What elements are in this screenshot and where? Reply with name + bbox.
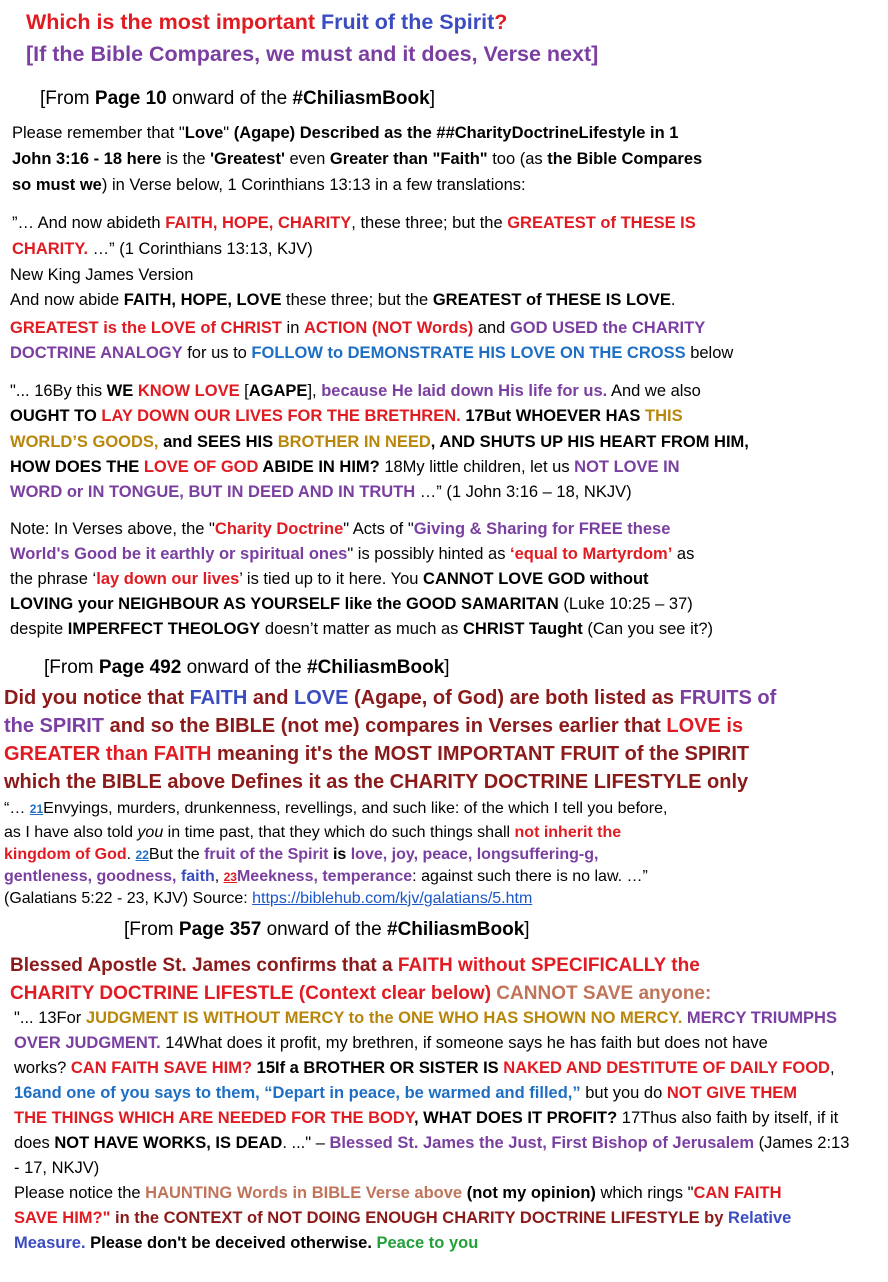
text-span: THE THINGS WHICH ARE NEEDED FOR THE BODY — [14, 1109, 414, 1127]
text-span: doesn’t matter as much as — [260, 620, 463, 638]
heading-highlight: Fruit of the Spirit — [321, 10, 495, 34]
text-span: does — [14, 1134, 55, 1152]
text-span: Meekness, temperance — [236, 868, 413, 885]
text-span: in time past, that they which do such things shall — [163, 824, 515, 841]
text-span: the SPIRIT — [4, 715, 105, 737]
text-span: gentleness, goodness, — [4, 868, 181, 885]
heading-text: Which is the most important — [26, 10, 322, 34]
p5-line-1 — [10, 520, 670, 539]
text-span: GREATEST of THESE IS — [507, 214, 696, 232]
ref-page: Page 10 — [94, 88, 167, 109]
text-span: ACTION (NOT Words) — [303, 319, 474, 337]
text-span: And we also — [607, 382, 701, 400]
text-span: and so the BIBLE (not me) compares in Verses earlier that — [104, 715, 667, 737]
text-span: GREATEST is the LOVE of CHRIST — [10, 319, 282, 337]
text-span: And now abide — [10, 291, 124, 309]
verse-number: 22 — [135, 848, 149, 862]
text-span: , — [214, 868, 224, 885]
p6-line-4: which the BIBLE above Defines it as the CHARITY DOCTRINE LIFESTYLE only — [4, 771, 749, 793]
p7-line-4 — [4, 868, 648, 886]
text-span: 18My little children, let us — [379, 458, 575, 476]
p9-line-4 — [14, 1084, 797, 1103]
text-span: below — [685, 344, 734, 362]
text-span: NOT HAVE WORKS, IS DEAD — [54, 1134, 283, 1152]
p3-line-1 — [10, 319, 705, 338]
text-span: these three; but the — [281, 291, 433, 309]
text-span: , — [829, 1059, 835, 1077]
text-span: LOVE OF GOD — [143, 458, 259, 476]
text-span: (Galatians 5:22 - 23, KJV) Source: — [4, 890, 253, 907]
text-span: CAN FAITH — [693, 1184, 782, 1202]
text-span: fruit of the Spirit — [204, 846, 329, 863]
text-span: Charity Doctrine — [214, 520, 344, 538]
text-span: Please don't be deceived otherwise. — [85, 1234, 372, 1252]
p6-line-2 — [4, 715, 743, 738]
text-span: 'Greatest' — [210, 150, 285, 168]
ref-hashtag: #ChiliasmBook — [292, 88, 430, 109]
p1-line-3 — [12, 176, 526, 195]
text-span: ’ is tied up to it here. You — [239, 570, 424, 588]
text-span: DOCTRINE ANALOGY — [10, 344, 183, 362]
text-span: GOD USED the CHARITY — [509, 319, 706, 337]
text-span: Giving & Sharing for FREE these — [413, 520, 671, 538]
text-span: (Luke 10:25 – 37) — [558, 595, 693, 613]
text-span: "... 13For — [14, 1009, 86, 1027]
text-span: ABIDE IN HIM? — [258, 458, 380, 476]
text-span: LAY DOWN OUR LIVES FOR THE BRETHREN. — [101, 407, 461, 425]
p4-line-4 — [10, 458, 680, 477]
heading-line-2: [If the Bible Compares, we must and it does, Verse next] — [26, 42, 599, 66]
text-span: “… — [4, 800, 30, 817]
p9-line-7: - 17, NKJV) — [14, 1159, 100, 1177]
text-span: WORLD’S GOODS, — [10, 433, 159, 451]
ref-hashtag: #ChiliasmBook — [307, 657, 445, 678]
text-span: in the CONTEXT of — [110, 1209, 268, 1227]
text-span: , AND SHUTS UP HIS HEART FROM HIM, — [430, 433, 749, 451]
text-span: ‘equal to Martyrdom’ — [510, 545, 673, 563]
text-span: But the — [148, 846, 205, 863]
text-span: , WHAT DOES IT PROFIT? — [414, 1109, 618, 1127]
text-span: faith — [180, 868, 215, 885]
text-span: JUDGMENT IS WITHOUT MERCY to the ONE WHO HAS SHOWN NO MERCY. — [85, 1009, 683, 1027]
text-span: NOT LOVE IN — [574, 458, 680, 476]
ref-text: ] — [524, 919, 530, 940]
text-span: CHRIST Taught — [463, 620, 583, 638]
text-span: not inherit the — [514, 824, 622, 841]
text-span: BROTHER IN NEED — [277, 433, 431, 451]
text-span: in — [281, 319, 304, 337]
text-span: WORD or IN TONGUE, BUT IN DEED AND IN TRUTH — [10, 483, 416, 501]
heading-line-1 — [26, 10, 507, 35]
text-span: HAUNTING Words in BIBLE Verse above — [145, 1184, 463, 1202]
text-span: even — [284, 150, 330, 168]
text-span: Blessed St. James the Just, First Bishop of Jerusalem — [329, 1134, 755, 1152]
p7-line-1 — [4, 800, 667, 818]
text-span: too (as — [487, 150, 548, 168]
ref-text: [From — [124, 919, 179, 940]
text-span: and — [473, 319, 510, 337]
p2-line-4 — [10, 291, 675, 310]
p6-line-1 — [4, 687, 776, 710]
text-span: CHARITY DOCTRINE LIFESTLE (Context clear below) — [10, 983, 492, 1004]
p7-line-3 — [4, 846, 598, 864]
text-span: FAITH without SPECIFICALLY the — [397, 955, 700, 976]
p3-line-2 — [10, 344, 733, 363]
text-span: despite — [10, 620, 68, 638]
text-span: SAVE HIM?" — [14, 1209, 111, 1227]
text-span: (Can you see it?) — [582, 620, 713, 638]
text-span: is — [328, 846, 351, 863]
text-span: IMPERFECT THEOLOGY — [67, 620, 261, 638]
heading-text: ? — [494, 10, 508, 34]
text-span: love, joy, peace, longsuffering-g, — [350, 846, 599, 863]
text-span: by — [699, 1209, 729, 1227]
p9-line-10 — [14, 1234, 478, 1253]
text-span: NOT DOING ENOUGH CHARITY DOCTRINE LIFESTYLE — [267, 1209, 700, 1227]
ref-page: Page 357 — [178, 919, 262, 940]
ref-text: onward of the — [261, 919, 387, 940]
text-span: CHARITY. — [12, 240, 89, 258]
text-span: OVER JUDGMENT. — [14, 1034, 161, 1052]
text-span: , these three; but the — [351, 214, 508, 232]
text-span: you — [137, 824, 164, 841]
p6-line-3 — [4, 743, 749, 766]
text-span: Measure. — [14, 1234, 86, 1252]
text-span: as — [672, 545, 695, 563]
p9-line-5 — [14, 1109, 838, 1128]
text-span: as I have also told — [4, 824, 138, 841]
text-span: . ..." – — [282, 1134, 330, 1152]
text-span: KNOW LOVE — [137, 382, 240, 400]
text-span: which rings " — [595, 1184, 694, 1202]
p1-line-1 — [12, 124, 678, 143]
text-span: …” (1 John 3:16 – 18, NKJV) — [415, 483, 632, 501]
reference-line-3 — [124, 919, 530, 941]
text-span: so must we — [12, 176, 102, 194]
text-span: Relative — [728, 1209, 792, 1227]
p9-line-9 — [14, 1209, 791, 1228]
text-span: the phrase ‘ — [10, 570, 97, 588]
text-span: (Agape) Described as the ##CharityDoctrineLifestyle in 1 — [233, 124, 679, 142]
text-span: for us to — [182, 344, 252, 362]
verse-number: 23 — [223, 870, 237, 884]
ref-text: [From — [40, 88, 95, 109]
text-span: MERCY TRIUMPHS — [682, 1009, 837, 1027]
p8-line-1 — [10, 955, 700, 977]
p7-line-2 — [4, 824, 621, 842]
p9-line-2 — [14, 1034, 768, 1053]
text-span: NOT GIVE THEM — [666, 1084, 798, 1102]
text-span: . — [126, 846, 136, 863]
text-span: because He laid down His life for us. — [321, 382, 608, 400]
text-span: CANNOT SAVE anyone: — [491, 983, 712, 1004]
text-span: HOW DOES THE — [10, 458, 144, 476]
source-link[interactable]: https://biblehub.com/kjv/galatians/5.htm — [252, 890, 533, 907]
text-span: is the — [161, 150, 211, 168]
text-span: ) in Verse below, 1 Corinthians 13:13 in a few translations: — [101, 176, 526, 194]
text-span: FAITH — [189, 687, 248, 709]
text-span: FRUITS of — [679, 687, 777, 709]
text-span: Peace to you — [371, 1234, 479, 1252]
text-span: the Bible Compares — [547, 150, 703, 168]
text-span: lay down our lives — [96, 570, 240, 588]
p5-line-4 — [10, 595, 693, 614]
text-span: CANNOT LOVE GOD without — [423, 570, 649, 588]
p4-line-1 — [10, 382, 701, 401]
p2-line-2 — [12, 240, 313, 259]
text-span: : against such there is no law. …” — [412, 868, 648, 885]
p9-line-6 — [14, 1134, 849, 1153]
ref-page: Page 492 — [98, 657, 182, 678]
p9-line-1 — [14, 1009, 837, 1028]
text-span: Note: In Verses above, the " — [10, 520, 215, 538]
text-span: Blessed Apostle St. James confirms that a — [10, 955, 398, 976]
text-span: NAKED AND DESTITUTE OF DAILY FOOD — [503, 1059, 830, 1077]
p5-line-2 — [10, 545, 694, 564]
text-span: LOVE is — [666, 715, 744, 737]
text-span: Love — [184, 124, 224, 142]
text-span: " is possibly hinted as — [347, 545, 511, 563]
text-span: GREATEST of THESE IS LOVE — [432, 291, 671, 309]
text-span: (James 2:13 — [754, 1134, 850, 1152]
p4-line-2 — [10, 407, 683, 426]
text-span: 14What does it profit, my brethren, if someone says he has faith but does not have — [160, 1034, 768, 1052]
text-span: FOLLOW to DEMONSTRATE HIS LOVE ON THE CROSS — [251, 344, 686, 362]
reference-line-1 — [40, 88, 435, 110]
verse-number: 21 — [29, 802, 44, 816]
text-span: [ — [239, 382, 249, 400]
text-span: " — [223, 124, 234, 142]
text-span: World's Good be it earthly or spiritual ones — [10, 545, 348, 563]
text-span: ”… And now abideth — [12, 214, 166, 232]
text-span: (Agape, of God) are both listed as — [348, 687, 680, 709]
text-span: FAITH, HOPE, CHARITY — [165, 214, 352, 232]
p4-line-3 — [10, 433, 749, 452]
text-span: " Acts of " — [343, 520, 414, 538]
ref-text: onward of the — [166, 88, 293, 109]
text-span: Did you notice that — [4, 687, 190, 709]
ref-text: onward of the — [181, 657, 307, 678]
p7-line-5 — [4, 890, 532, 908]
text-span: and — [247, 687, 295, 709]
ref-text: [From — [44, 657, 99, 678]
ref-hashtag: #ChiliasmBook — [387, 919, 525, 940]
text-span: ], — [307, 382, 322, 400]
p8-line-2 — [10, 983, 711, 1005]
p5-line-5 — [10, 620, 713, 639]
text-span: and SEES HIS — [158, 433, 278, 451]
text-span: kingdom of God — [4, 846, 127, 863]
text-span: WE — [106, 382, 138, 400]
p9-line-8 — [14, 1184, 781, 1203]
text-span: AGAPE — [248, 382, 308, 400]
text-span: 16and one of you says to them, “Depart in peace, be warmed and filled,” — [14, 1084, 581, 1102]
text-span: GREATER than FAITH — [4, 743, 212, 765]
text-span: LOVE — [294, 687, 349, 709]
text-span: 15If a BROTHER OR SISTER IS — [252, 1059, 504, 1077]
text-span: John 3:16 - 18 here — [12, 150, 162, 168]
text-span: Please notice the — [14, 1184, 146, 1202]
p2-line-3: New King James Version — [10, 266, 194, 284]
text-span: CAN FAITH SAVE HIM? — [70, 1059, 253, 1077]
p9-line-3 — [14, 1059, 835, 1078]
text-span: works? — [14, 1059, 71, 1077]
text-span: …” (1 Corinthians 13:13, KJV) — [88, 240, 313, 258]
text-span: 17Thus also faith by itself, if it — [617, 1109, 839, 1127]
p5-line-3 — [10, 570, 649, 589]
text-span: Please remember that " — [12, 124, 185, 142]
text-span: 17But WHOEVER HAS — [460, 407, 646, 425]
p4-line-5 — [10, 483, 632, 502]
p2-line-1 — [12, 214, 696, 233]
text-span: . — [670, 291, 676, 309]
p1-line-2 — [12, 150, 702, 169]
text-span: (not my opinion) — [462, 1184, 596, 1202]
text-span: THIS — [645, 407, 683, 425]
text-span: Greater than "Faith" — [329, 150, 488, 168]
ref-text: ] — [444, 657, 450, 678]
text-span: Envyings, murders, drunkenness, revellings, and such like: of the which I tell you before, — [43, 800, 668, 817]
text-span: OUGHT TO — [10, 407, 102, 425]
reference-line-2 — [44, 657, 450, 679]
text-span: "... 16By this — [10, 382, 107, 400]
text-span: meaning it's the MOST IMPORTANT FRUIT of the SPIRIT — [211, 743, 750, 765]
ref-text: ] — [429, 88, 435, 109]
text-span: LOVING your NEIGHBOUR AS YOURSELF like the GOOD SAMARITAN — [10, 595, 559, 613]
text-span: FAITH, HOPE, LOVE — [123, 291, 282, 309]
text-span: but you do — [580, 1084, 667, 1102]
